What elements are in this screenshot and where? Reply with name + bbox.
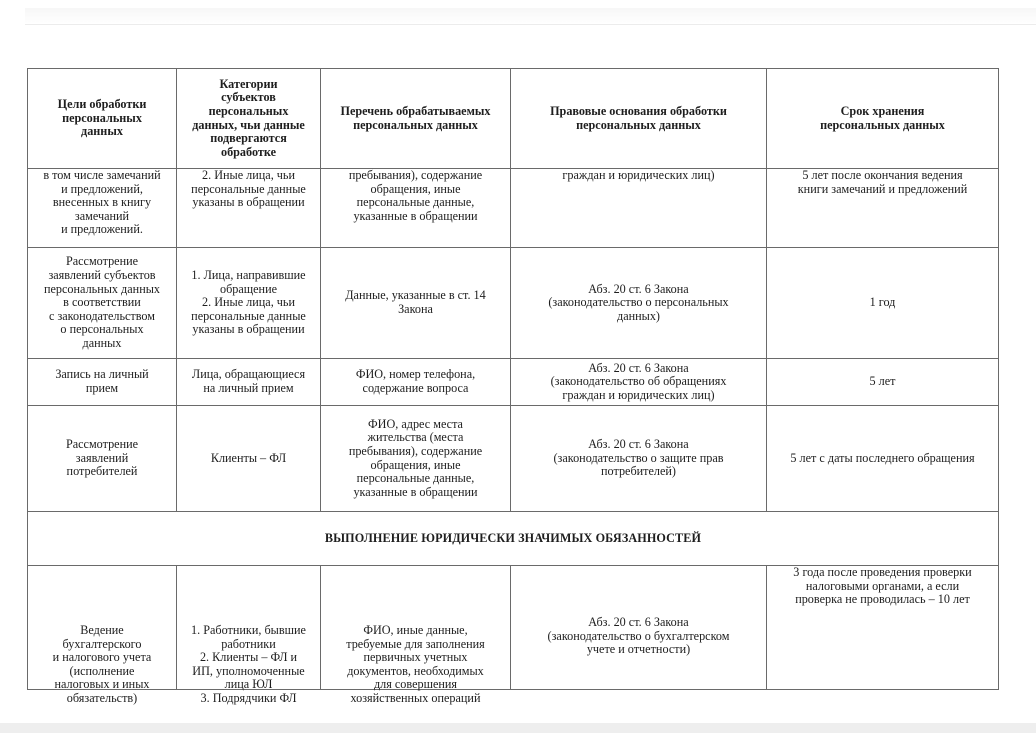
text-line: (законодательство о бухгалтерском <box>547 628 730 643</box>
text-line: ФИО, номер телефона, <box>355 367 476 382</box>
text-line: персональных данных <box>44 281 160 296</box>
header-retention <box>767 69 999 169</box>
text-line: учете и отчетности) <box>586 642 691 657</box>
text-line: налоговыми органами, а если <box>805 578 960 593</box>
text-line: Лица, обращающиеся <box>191 367 306 382</box>
text-line: 1 год <box>869 295 896 310</box>
table-row <box>28 566 999 690</box>
text-line: 5 лет с даты последнего обращения <box>790 450 975 465</box>
cell-purpose <box>28 169 177 248</box>
text-line: ИП, уполномоченные <box>192 663 305 678</box>
text-line: Абз. 20 ст. 6 Закона <box>588 281 689 296</box>
cell-legal-basis <box>511 169 767 248</box>
text-line: с законодательством <box>49 308 155 323</box>
text-line: обязательств) <box>66 690 138 705</box>
text-line: персональных <box>62 110 142 125</box>
cell-subjects <box>177 248 321 359</box>
header-legal-basis <box>511 69 767 169</box>
text-line: данных) <box>617 308 660 323</box>
text-line: требуемые для заполнения <box>346 636 485 651</box>
text-line: лица ЮЛ <box>224 677 273 692</box>
text-line: Абз. 20 ст. 6 Закона <box>588 615 689 630</box>
cell-data-list <box>321 406 511 512</box>
text-line: граждан и юридических лиц) <box>562 168 715 182</box>
text-line: и налогового учета <box>52 650 152 665</box>
table-row <box>28 248 999 359</box>
cell-retention <box>767 359 999 406</box>
text-line: 2. Клиенты – ФЛ и <box>199 650 298 665</box>
text-line: Цели обработки <box>57 97 147 112</box>
text-line: персональных данных <box>576 117 701 132</box>
text-line: Правовые основания обработки <box>550 103 727 118</box>
text-line: потребителей) <box>601 464 676 479</box>
cell-purpose <box>28 406 177 512</box>
text-line: 3 года после проведения проверки <box>793 565 972 579</box>
cell-purpose <box>28 248 177 359</box>
text-line: и предложений, <box>61 181 143 196</box>
text-line: в соответствии <box>63 295 141 310</box>
text-line: персональные данные, <box>356 195 475 210</box>
text-line: обращения, иные <box>370 181 461 196</box>
text-line: Категории <box>219 76 278 91</box>
cell-data-list-text <box>321 624 510 706</box>
section-title: ВЫПОЛНЕНИЕ ЮРИДИЧЕСКИ ЗНАЧИМЫХ ОБЯЗАННОСТЕЙ <box>28 512 999 566</box>
text-line: обработке <box>220 144 277 159</box>
text-line: Закона <box>398 302 433 316</box>
text-line: ФИО, адрес места <box>368 416 463 431</box>
text-line: пребывания), содержание <box>348 443 483 458</box>
text-line: (законодательство о защите прав <box>553 450 724 465</box>
text-line: работники <box>221 636 276 651</box>
text-line: указанные в обращении <box>353 208 478 223</box>
cell-purpose-text <box>28 624 176 706</box>
text-line: заявлений <box>75 450 129 465</box>
text-line: Абз. 20 ст. 6 Закона <box>588 437 689 452</box>
cell-purpose <box>28 359 177 406</box>
text-line: содержание вопроса <box>362 381 469 395</box>
text-line: субъектов <box>221 90 276 105</box>
text-line: Рассмотрение <box>65 437 139 452</box>
cell-retention <box>767 169 999 248</box>
text-line: 5 лет после окончания ведения <box>802 168 963 182</box>
cell-subjects <box>177 566 321 705</box>
text-line: 1. Работники, бывшие <box>191 623 306 637</box>
scan-artifact-top <box>25 8 1036 25</box>
text-line: книги замечаний и предложений <box>797 181 968 196</box>
text-line: в том числе замечаний <box>43 168 161 182</box>
text-line: 2. Иные лица, чьи <box>202 168 295 182</box>
text-line: пребывания), содержание <box>348 168 483 182</box>
text-line: внесенных в книгу <box>52 195 152 210</box>
text-line: обращения, иные <box>370 457 461 472</box>
text-line: о персональных <box>60 322 144 337</box>
scan-artifact-bottom <box>0 723 1036 733</box>
text-line: замечаний <box>74 208 130 223</box>
cell-subjects <box>177 359 321 406</box>
cell-legal-basis <box>511 566 767 690</box>
header-purpose <box>28 69 177 169</box>
cell-legal-basis <box>511 248 767 359</box>
cell-data-list <box>321 566 511 705</box>
cell-subjects-text <box>177 624 320 706</box>
text-line: Абз. 20 ст. 6 Закона <box>588 360 689 375</box>
cell-data-list <box>321 359 511 406</box>
text-line: обращение <box>219 281 278 296</box>
cell-subjects <box>177 406 321 512</box>
text-line: данных <box>81 124 123 139</box>
cell-subjects <box>177 169 321 248</box>
text-line: указанные в обращении <box>353 484 478 499</box>
text-line: для совершения <box>373 677 458 692</box>
text-line: ФИО, иные данные, <box>363 623 468 637</box>
text-line: граждан и юридических лиц) <box>562 387 715 402</box>
text-line: персональных данных <box>353 117 478 132</box>
table-header-row <box>28 69 999 169</box>
cell-legal-basis <box>511 406 767 512</box>
text-line: Рассмотрение <box>65 254 139 269</box>
text-line: бухгалтерского <box>62 636 142 651</box>
text-line: данных <box>82 335 122 350</box>
text-line: Ведение <box>80 623 124 637</box>
text-line: жительства (места <box>367 430 464 445</box>
text-line: налоговых и иных <box>54 677 150 692</box>
text-line: Данные, указанные в ст. 14 <box>345 288 486 303</box>
text-line: подвергаются <box>210 131 287 146</box>
cell-retention <box>767 248 999 359</box>
cell-data-list <box>321 169 511 248</box>
text-line: Перечень обрабатываемых <box>340 103 491 118</box>
text-line: (исполнение <box>69 663 135 678</box>
text-line: потребителей <box>66 464 138 479</box>
text-line: на личный прием <box>203 381 294 395</box>
text-line: 5 лет <box>869 374 896 389</box>
text-line: проверка не проводилась – 10 лет <box>795 592 970 607</box>
section-row <box>28 512 999 566</box>
text-line: документов, необходимых <box>347 663 484 678</box>
text-line: 2. Иные лица, чьи <box>202 295 295 310</box>
text-line: персональные данные <box>191 181 306 196</box>
text-line: (законодательство о персональных <box>548 295 729 310</box>
text-line: (законодательство об обращениях <box>550 374 727 389</box>
cell-data-list <box>321 248 511 359</box>
text-line: первичных учетных <box>363 650 468 665</box>
text-line: персональных <box>208 103 289 118</box>
text-line: 1. Лица, направившие <box>191 268 306 283</box>
table-row <box>28 406 999 512</box>
personal-data-processing-table <box>27 68 999 705</box>
table-row <box>28 169 999 248</box>
header-subjects <box>177 69 321 169</box>
text-line: указаны в обращении <box>192 322 305 337</box>
text-line: персональные данные <box>191 308 306 323</box>
text-line: Запись на личный <box>55 367 149 382</box>
text-line: и предложений. <box>61 222 143 237</box>
cell-purpose <box>28 566 177 705</box>
header-data-list <box>321 69 511 169</box>
text-line: Срок хранения <box>840 103 925 118</box>
text-line: Клиенты – ФЛ <box>210 450 287 465</box>
text-line: заявлений субъектов <box>48 268 156 283</box>
text-line: персональные данные, <box>356 471 475 486</box>
text-line: хозяйственных операций <box>350 690 481 705</box>
text-line: персональных данных <box>820 117 945 132</box>
cell-retention <box>767 566 999 690</box>
cell-legal-basis <box>511 359 767 406</box>
text-line: данных, чьи данные <box>192 117 305 132</box>
text-line: 3. Подрядчики ФЛ <box>200 690 297 705</box>
table-row <box>28 359 999 406</box>
text-line: указаны в обращении <box>192 195 305 210</box>
text-line: прием <box>85 381 119 395</box>
cell-retention <box>767 406 999 512</box>
